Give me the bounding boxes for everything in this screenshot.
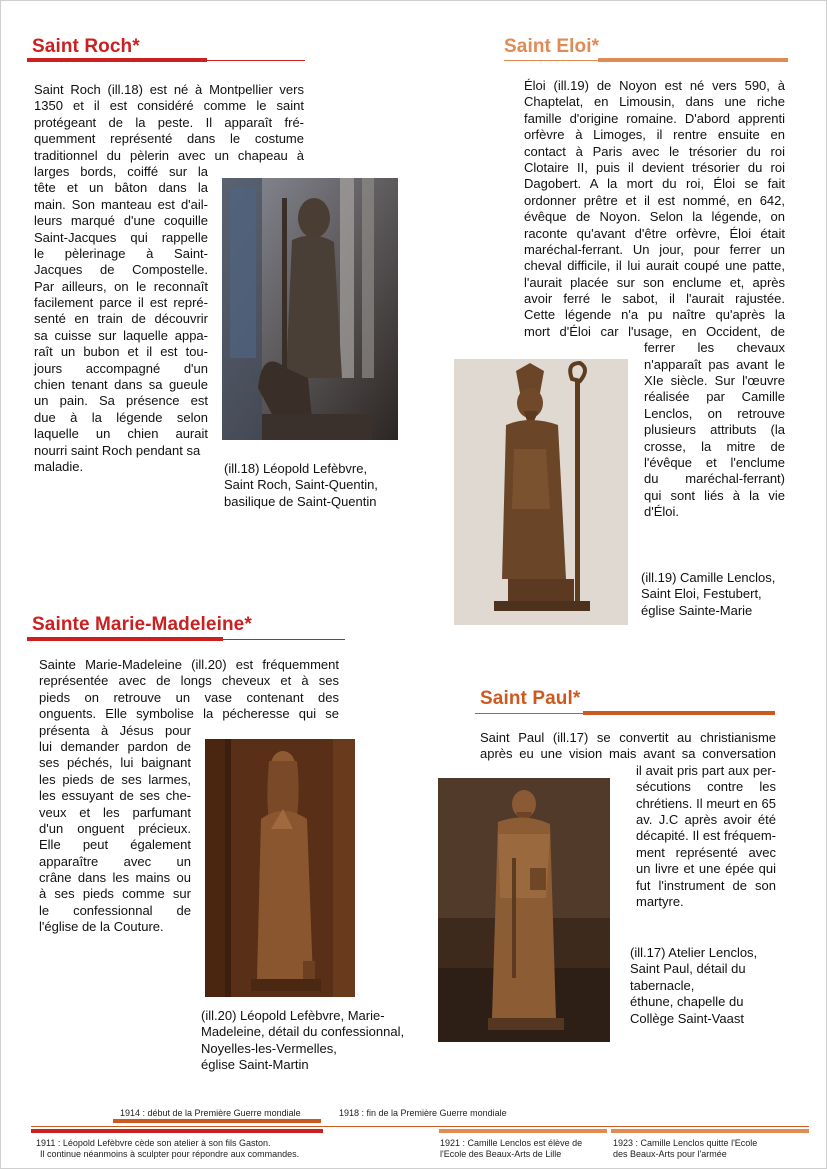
text-line: 1350 et il est considéré comme le saint	[34, 98, 304, 114]
text-line: décapité. Il est fréquem-	[636, 828, 776, 844]
photo-saint-paul-statue	[438, 778, 610, 1042]
caption-line: Madeleine, détail du confessionnal,	[201, 1024, 405, 1040]
text-line: plusieurs attributs (la	[644, 422, 785, 438]
timeline-bar-lefebvre	[31, 1129, 323, 1133]
timeline-bar-lenclos-1921	[439, 1129, 607, 1133]
text-line: Clotaire II, puis il devient trésorier du roi	[524, 159, 785, 175]
text-line: orfèvre à Limoges, il rentre ensuite en	[524, 127, 785, 143]
text-line: avoir ferré le sabot, il l'aurait rajustée.	[524, 291, 785, 307]
text-line: les pieds de ses larmes,	[39, 771, 191, 787]
caption-line: (ill.20) Léopold Lefèbvre, Marie-	[201, 1008, 385, 1023]
text-line: maladie.	[34, 458, 84, 474]
text-line: Chaptelat, en Limousin, dans une riche	[524, 94, 785, 110]
caption-line: église Saint-Martin	[201, 1057, 309, 1073]
timeline-line: des Beaux-Arts pour l'armée	[613, 1149, 727, 1159]
text-line: l'église de la Couture.	[39, 919, 164, 935]
timeline-line: 1923 : Camille Lenclos quitte l'Ecole	[613, 1138, 758, 1148]
text-line: qui sont liés à la vie	[644, 487, 785, 503]
text-line: ment représenté avec	[636, 844, 776, 860]
text-line: protégeant de la peste. Il apparaît fré-	[34, 114, 304, 130]
caption-line: (ill.17) Atelier Lenclos,	[630, 945, 758, 960]
text-line: fut l'instrument de son	[636, 877, 776, 893]
text-line: veux et les parfumant	[39, 804, 191, 820]
text-line: Dagobert. A la mort du roi, Éloi se fait	[524, 176, 785, 192]
text-line: ferrer les chevaux	[644, 340, 785, 356]
text-line: maréchal-ferrant. Un jour, pour ferrer un	[524, 241, 785, 257]
text-line: av. J.C après avoir été	[636, 811, 776, 827]
text-line: laquelle un chien aurait	[34, 426, 208, 442]
text-line: chrétiens. Il meurt en 65	[636, 795, 776, 811]
heading-saint-roch: Saint Roch*	[32, 36, 140, 57]
timeline-event-1923	[613, 1138, 757, 1160]
text-line: senté en train de découvrir	[34, 311, 208, 327]
timeline-event-1914: 1914 : début de la Première Guerre mondiale	[120, 1108, 301, 1118]
text-line: chien tenant dans sa gueule	[34, 377, 208, 393]
text-line: d'un onguent précieux.	[39, 820, 191, 836]
text-line: sa cuisse sur laquelle appa-	[34, 327, 208, 343]
text-line: Elle peut également	[39, 837, 191, 853]
text-line: jours accompagné d'un	[34, 360, 208, 376]
text-line: facilement parce il est repré-	[34, 295, 208, 311]
text-line: présenta à Jésus pour	[39, 722, 191, 738]
photo-saint-roch-statue	[222, 178, 398, 440]
heading-rule-paul-thin	[475, 713, 775, 714]
text-line: leurs marqué d'une coquille	[34, 213, 208, 229]
text-line: due à la légende selon	[34, 409, 208, 425]
caption-line: éthune, chapelle du	[630, 994, 744, 1010]
caption-line: (ill.19) Camille Lenclos,	[641, 570, 776, 585]
caption-line: Collège Saint-Vaast	[630, 1010, 744, 1026]
text-line: Cette légende n'a pu naître qu'après la	[524, 307, 785, 323]
heading-rule-madeleine-thin	[27, 639, 345, 640]
caption-ill20	[201, 1008, 404, 1074]
text-line: famille d'origine romaine. D'abord apprenti	[524, 110, 785, 126]
timeline-event-1921	[440, 1138, 582, 1160]
heading-saint-paul: Saint Paul*	[480, 688, 581, 709]
timeline-line: Il continue néanmoins à sculpter pour répondre aux commandes.	[40, 1149, 300, 1159]
caption-line: église Sainte-Marie	[641, 602, 753, 618]
timeline-line: 1921 : Camille Lenclos est élève de	[440, 1138, 583, 1148]
text-line: onguents. Elle symbolise la pécheresse qui se	[39, 706, 339, 722]
heading-sainte-marie-madeleine: Sainte Marie-Madeleine*	[32, 614, 252, 635]
text-line: traditionnel du pèlerin avec un chapeau à	[34, 147, 304, 163]
text-line: crâne dans les mains ou	[39, 870, 191, 886]
timeline-event-1911	[36, 1138, 299, 1160]
text-line: après eu une vision mais avant sa conversation	[480, 746, 776, 762]
caption-line: Saint Roch, Saint-Quentin,	[224, 477, 378, 493]
text-line: raconte qu'avant d'être orfèvre, Éloi était	[524, 225, 785, 241]
text-line: d'Éloi.	[644, 504, 680, 520]
timeline-bar-war	[113, 1119, 321, 1123]
text-line: l'aurait placée sur son enclume et, après	[524, 274, 785, 290]
heading-rule-roch-thin	[27, 60, 305, 61]
text-line: Saint Roch (ill.18) est né à Montpellier vers	[34, 82, 304, 97]
timeline-event-1918: 1918 : fin de la Première Guerre mondiale	[339, 1108, 507, 1118]
text-line: apparaître avec un	[39, 853, 191, 869]
text-line: Saint Paul (ill.17) se convertit au christianisme	[480, 730, 776, 745]
text-line: ses péchés, lui baignant	[39, 755, 191, 771]
text-line: évêque de Noyon. Selon la légende, on	[524, 209, 785, 225]
timeline-bar-lenclos-1923	[611, 1129, 809, 1133]
timeline-axis	[31, 1126, 809, 1127]
timeline-line: 1911 : Léopold Lefèbvre cède son atelier à son fils Gaston.	[36, 1138, 271, 1148]
caption-line: basilique de Saint-Quentin	[224, 493, 377, 509]
text-line: représentée avec de longs cheveux et à ses	[39, 673, 339, 689]
text-line: cheval difficile, il lui aurait coupé une patte,	[524, 258, 785, 274]
photo-marie-madeleine-statue	[205, 739, 355, 997]
text-line: XIe siècle. Sur l'œuvre	[644, 373, 785, 389]
text-line: il avait pris part aux per-	[636, 762, 776, 778]
text-line: l'évêque et l'enclume	[644, 454, 785, 470]
text-line: tête et un bâton dans la	[34, 180, 208, 196]
timeline-line: l'Ecole des Beaux-Arts de Lille	[440, 1149, 562, 1159]
text-line: Par ailleurs, on le reconnaît	[34, 278, 208, 294]
caption-ill18	[224, 461, 378, 510]
text-line: un pain. Sa présence est	[34, 393, 208, 409]
text-line: à ses pieds comme sur	[39, 886, 191, 902]
text-line: Jacques de Compostelle.	[34, 262, 208, 278]
text-line: sécutions contre les	[636, 779, 776, 795]
caption-line: Noyelles-les-Vermelles,	[201, 1040, 337, 1056]
heading-rule-eloi-thin	[504, 60, 788, 61]
text-line: Éloi (ill.19) de Noyon est né vers 590, à	[524, 78, 785, 93]
text-line: nourri saint Roch pendant sa	[34, 442, 201, 458]
text-line: un livre et une épée qui	[636, 861, 776, 877]
caption-line: (ill.18) Léopold Lefèbvre,	[224, 461, 368, 476]
text-line: raît un bubon et il est tou-	[34, 344, 208, 360]
text-line: lui demander pardon de	[39, 738, 191, 754]
text-line: réalisée par Camille	[644, 389, 785, 405]
text-line: larges bords, coiffé sur la	[34, 163, 208, 179]
text-line: crosse, la mitre de	[644, 438, 785, 454]
photo-saint-eloi-statue	[454, 359, 628, 625]
caption-line: Saint Eloi, Festubert,	[641, 586, 762, 602]
text-line: pieds on retrouve un vase contenant des	[39, 689, 339, 705]
text-line: Sainte Marie-Madeleine (ill.20) est fréquemment	[39, 657, 339, 672]
text-line: les essuyant de ses che-	[39, 788, 191, 804]
caption-ill19	[641, 570, 775, 619]
text-line: n'apparaît pas avant le	[644, 356, 785, 372]
text-line: Saint-Jacques qui rappelle	[34, 229, 208, 245]
caption-ill17	[630, 945, 757, 1027]
text-line: le confessionnal de	[39, 902, 191, 918]
text-line: contact à Paris avec le trésorier du roi	[524, 143, 785, 159]
text-line: martyre.	[636, 893, 684, 909]
text-line: main. Son manteau est d'ail-	[34, 196, 208, 212]
heading-saint-eloi: Saint Eloi*	[504, 36, 600, 57]
text-line: quemment représenté dans le costume	[34, 131, 304, 147]
text-line: le pèlerinage à Saint-	[34, 245, 208, 261]
text-line: du maréchal-ferrant)	[644, 471, 785, 487]
caption-line: Saint Paul, détail du	[630, 961, 746, 977]
text-line: Lenclos, on retrouve	[644, 405, 785, 421]
text-line: ordonner prêtre et il est nommé, en 642,	[524, 192, 785, 208]
text-line: mort d'Éloi car l'usage, en Occident, de	[524, 323, 785, 339]
caption-line: tabernacle,	[630, 977, 695, 993]
